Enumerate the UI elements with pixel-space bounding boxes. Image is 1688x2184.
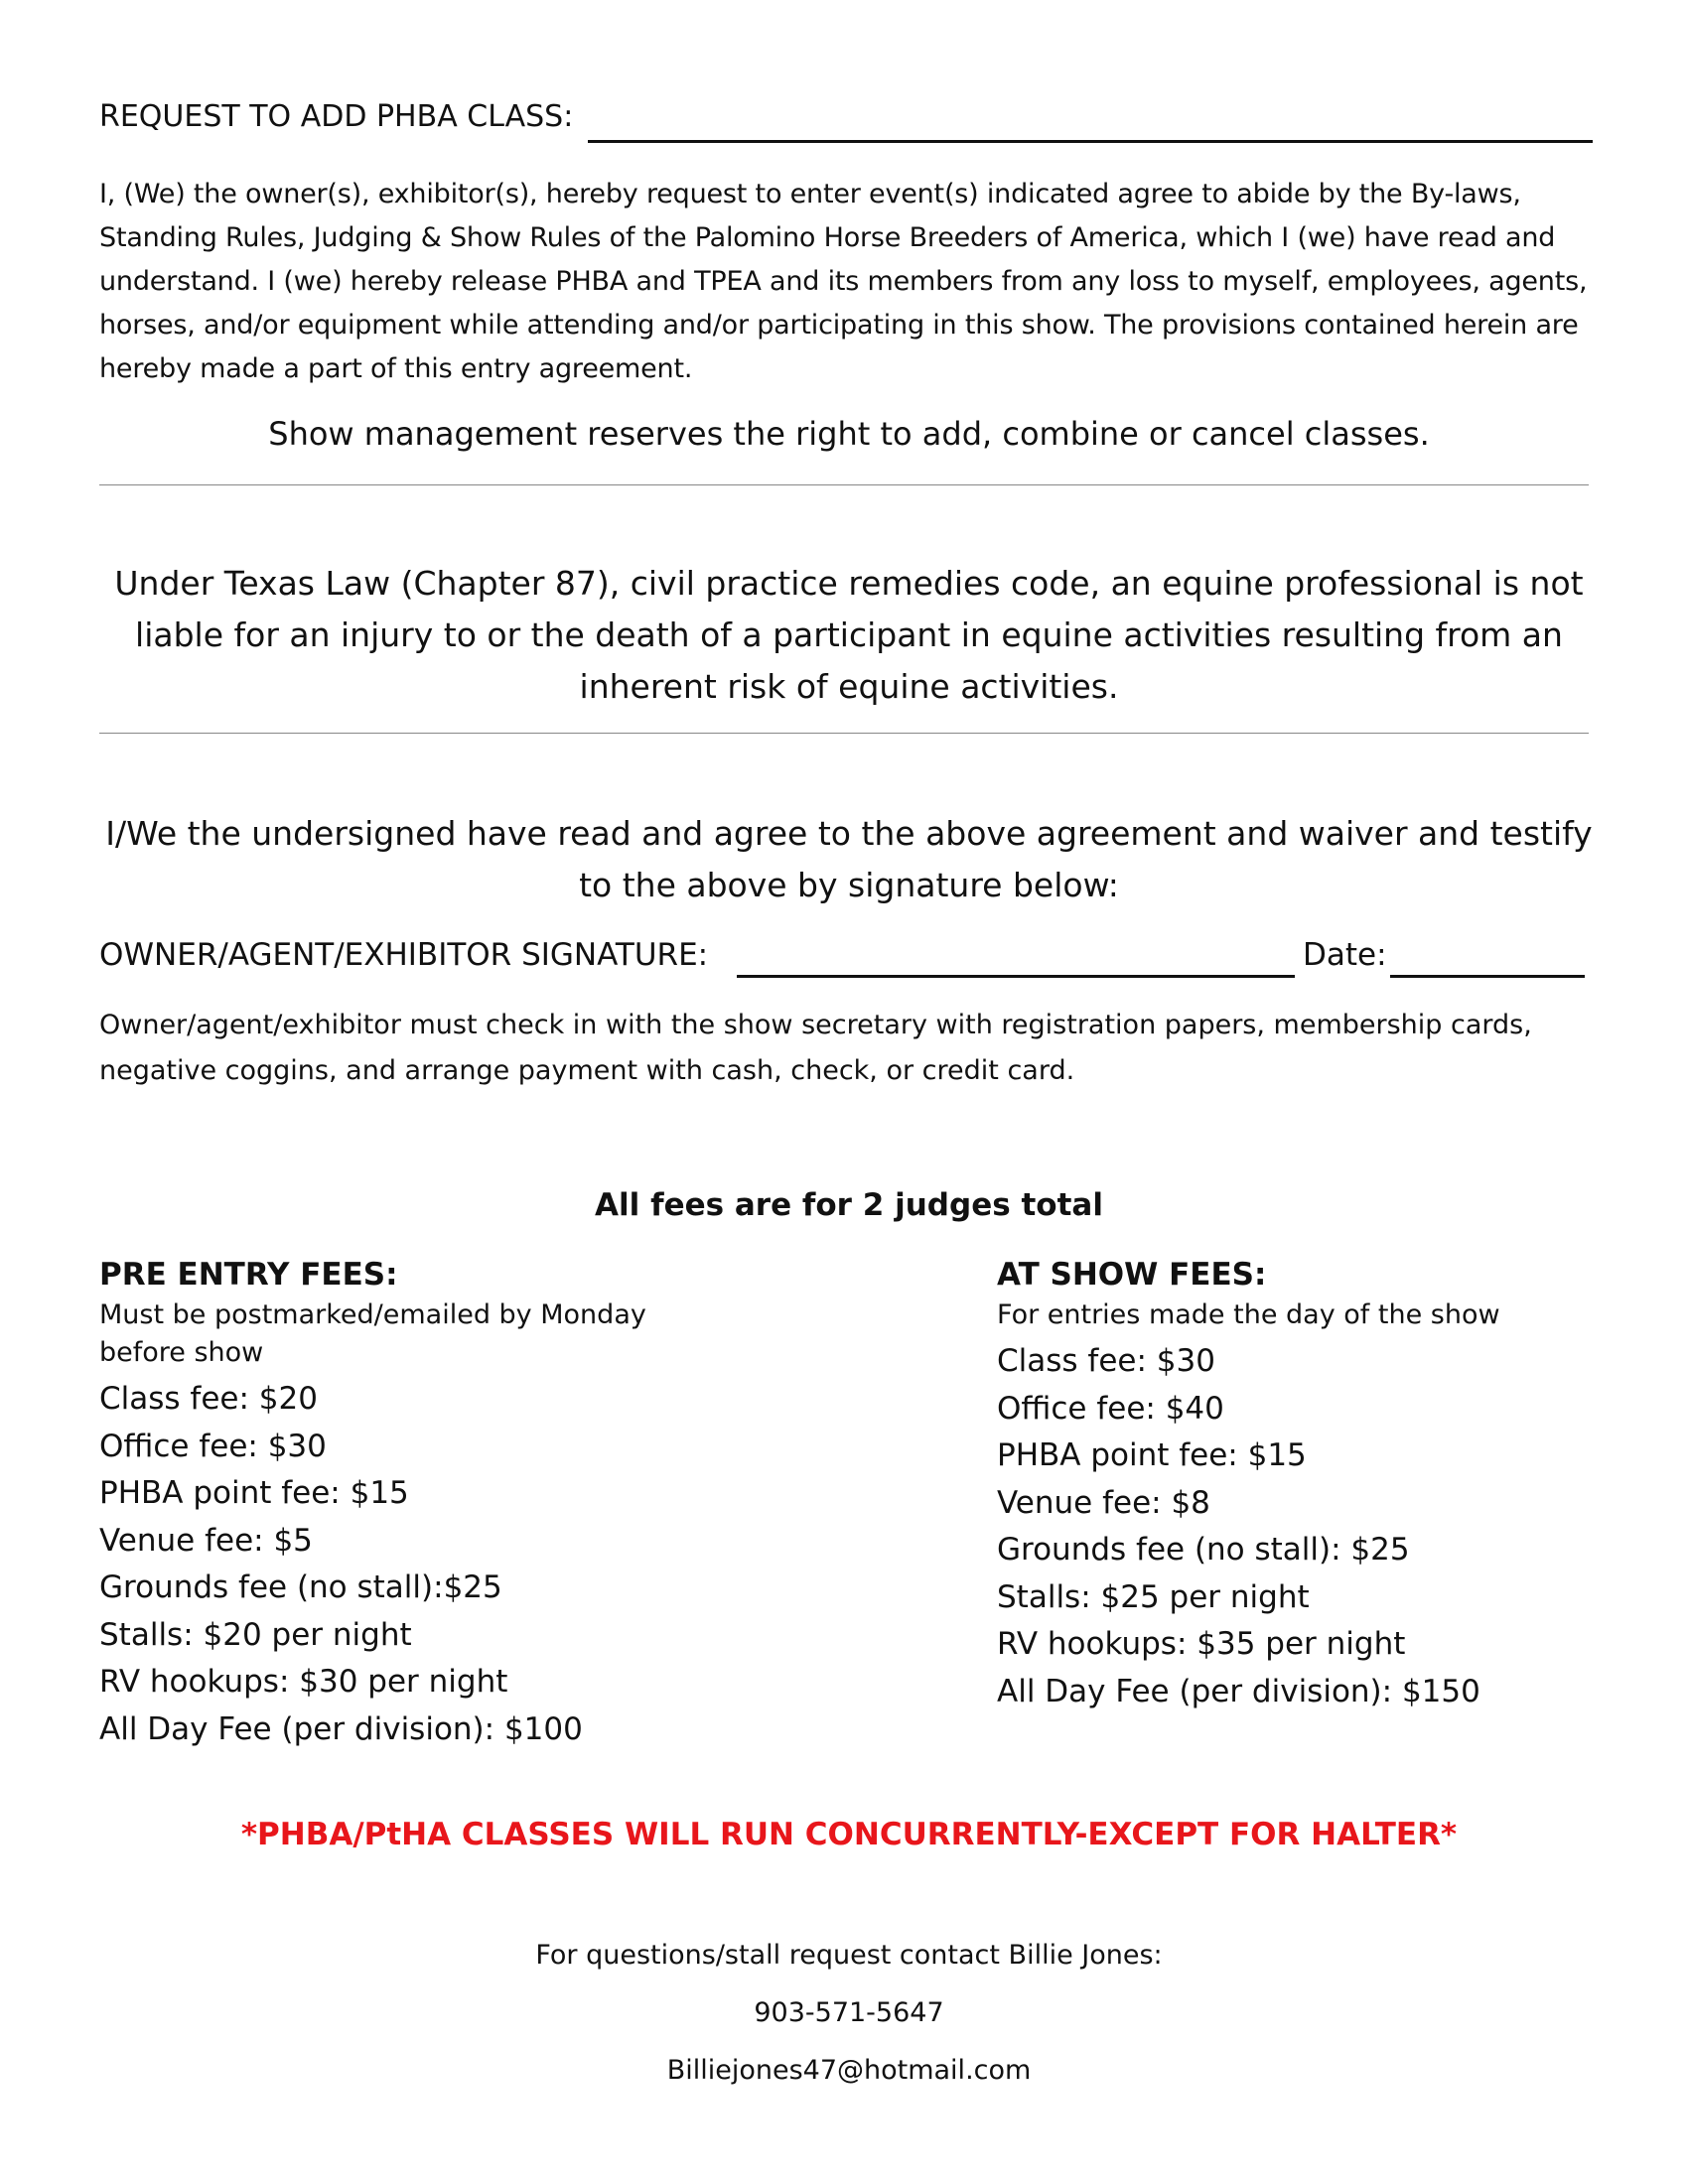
fee-item: RV hookups: $35 per night [997, 1626, 1406, 1662]
fee-item: All Day Fee (per division): $150 [997, 1673, 1480, 1709]
at-show-fees-section [997, 1253, 1632, 1715]
fee-item: Class fee: $30 [997, 1343, 1215, 1379]
at-show-fees-title: AT SHOW FEES: [997, 1257, 1267, 1293]
date-field[interactable] [1390, 975, 1585, 978]
pre-entry-fees-section [99, 1253, 735, 1753]
contact-question: For questions/stall request contact Billie Jones: [535, 1940, 1163, 1971]
fee-item: Grounds fee (no stall):$25 [99, 1570, 502, 1605]
fee-item: Stalls: $20 per night [99, 1616, 412, 1653]
fee-item: Class fee: $20 [99, 1381, 318, 1417]
signature-label: OWNER/AGENT/EXHIBITOR SIGNATURE: [99, 937, 709, 973]
date-label: Date: [1303, 937, 1387, 973]
contact-email[interactable]: Billiejones47@hotmail.com [666, 2055, 1032, 2086]
signature-row [99, 933, 1599, 983]
fee-item: Grounds fee (no stall): $25 [997, 1532, 1410, 1568]
divider [99, 484, 1589, 485]
fee-item: All Day Fee (per division): $100 [99, 1710, 583, 1747]
fees-heading: All fees are for 2 judges total [595, 1187, 1103, 1223]
reserves-rights-note: Show management reserves the right to add, combine or cancel classes. [268, 415, 1430, 453]
request-class-label: REQUEST TO ADD PHBA CLASS: [99, 99, 574, 134]
agreement-paragraph: I, (We) the owner(s), exhibitor(s), hereby request to enter event(s) indicated agree to abide by the By-laws, Standing Rules, Judging & Show Rules of the Palomino Horse Breeders of America, which I (we) have read and understand. I (we) hereby release PHBA and TPEA and its members from any loss to myself, employees, agents, horses, and/or equipment while attending and/or participating in this show. The provisions contained herein are hereby made a part of this entry agreement. [99, 179, 1588, 384]
pre-entry-fees-title: PRE ENTRY FEES: [99, 1257, 398, 1293]
fee-item: Stalls: $25 per night [997, 1578, 1310, 1615]
at-show-fee-list [997, 1338, 1632, 1715]
undersigned-statement: I/We the undersigned have read and agree to the above agreement and waiver and testify to the above by signature below: [105, 814, 1593, 904]
fee-item: PHBA point fee: $15 [99, 1475, 409, 1511]
contact-phone: 903-571-5647 [754, 1997, 944, 2028]
checkin-instructions: Owner/agent/exhibitor must check in with the show secretary with registration papers, membership cards, negative coggins, and arrange payment with cash, check, or credit card. [99, 1010, 1532, 1086]
request-class-field[interactable] [588, 140, 1593, 143]
concurrent-classes-notice: *PHBA/PtHA CLASSES WILL RUN CONCURRENTLY-EXCEPT FOR HALTER* [240, 1817, 1458, 1852]
fee-item: RV hookups: $30 per night [99, 1664, 508, 1700]
fee-item: PHBA point fee: $15 [997, 1437, 1307, 1473]
pre-entry-fees-note: Must be postmarked/emailed by Monday before show [99, 1299, 646, 1368]
fee-item: Venue fee: $8 [997, 1484, 1210, 1521]
signature-field[interactable] [737, 975, 1295, 978]
fee-item: Office fee: $30 [99, 1428, 327, 1464]
fee-item: Venue fee: $5 [99, 1522, 313, 1559]
pre-entry-fee-list [99, 1376, 735, 1753]
at-show-fees-note: For entries made the day of the show [997, 1299, 1500, 1330]
divider [99, 733, 1589, 734]
texas-law-notice: Under Texas Law (Chapter 87), civil practice remedies code, an equine professional is not liable for an injury to or the death of a participant in equine activities resulting from an inherent risk of equine activities. [114, 564, 1584, 706]
fee-item: Office fee: $40 [997, 1390, 1224, 1427]
